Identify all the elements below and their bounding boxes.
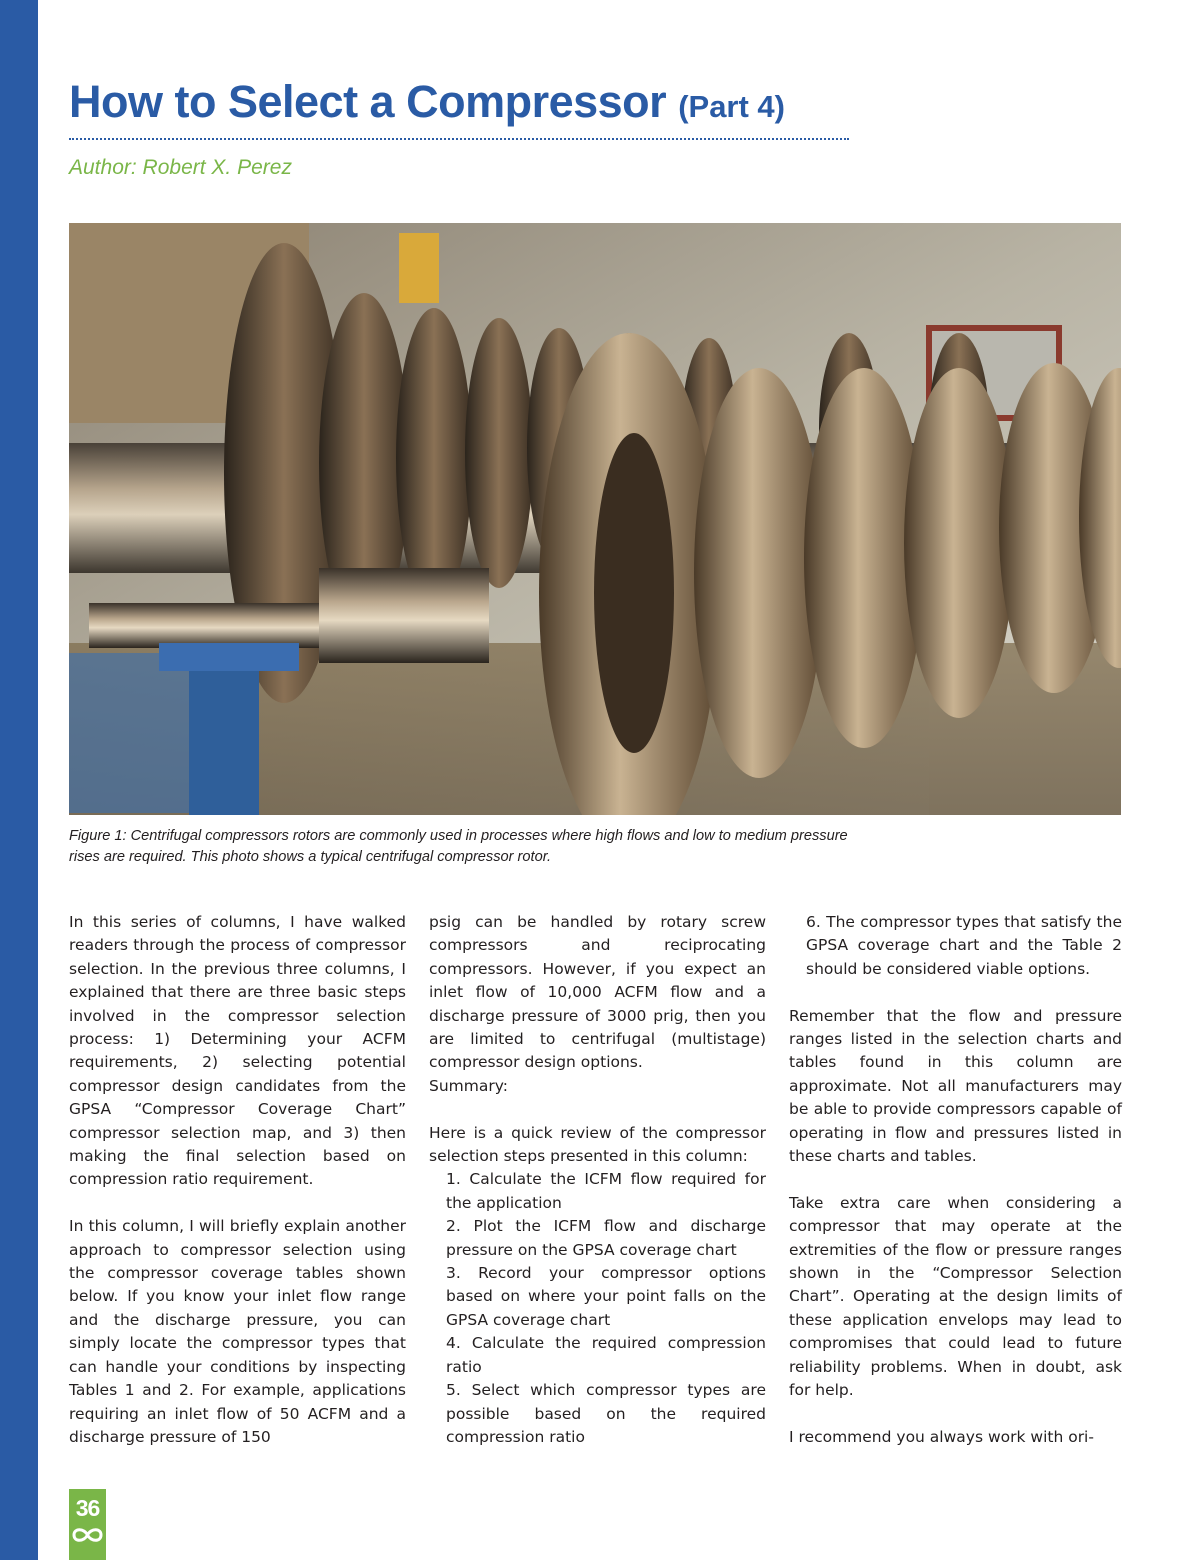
list-item: 6. The compressor types that satisfy the GPSA coverage chart and the Table 2 should be considered viable options. [806,913,1122,978]
page-number: 36 [75,1495,100,1521]
summary-heading: Summary: [429,1076,508,1095]
body-column-1 [69,911,406,1449]
paragraph: Take extra care when considering a compressor that may operate at the extremities of the flow or pressure ranges shown in the “Compressor Selection Chart”. Operating at the design limits of these application envelops may lead to compromises that could lead to future reliability problems. When in doubt, ask for help. [789,1193,1122,1400]
paragraph: I recommend you always work with ori- [789,1427,1094,1446]
caption-line-2: rises are required. This photo shows a typical centrifugal compressor rotor. [69,849,552,865]
list-item: 2. Plot the ICFM flow and discharge pressure on the GPSA coverage chart [446,1217,766,1259]
compressor-rotor-photo [69,223,1121,815]
photo-illustration [69,223,1121,815]
caption-line-1: Figure 1: Centrifugal compressors rotors are commonly used in processes where high flows and low to medium pressure [69,828,848,844]
paragraph: In this column, I will briefly explain another approach to compressor selection using the compressor coverage tables shown below. If you know your inlet flow range and the discharge pressure, you can simply locate the compressor types that can handle your conditions by inspecting Tables 1 and 2. For example, applications requiring an inlet flow of 50 ACFM and a discharge pressure of 150 [69,1217,406,1446]
left-brand-bar [0,0,38,1560]
title-part: (Part 4) [678,89,785,124]
list-item: 3. Record your compressor options based on where your point falls on the GPSA coverage chart [446,1264,766,1329]
title-main: How to Select a Compressor [69,76,667,127]
page-number-badge [69,1489,106,1560]
body-column-3 [789,911,1122,1449]
infinity-icon [71,1525,104,1545]
figure-caption [69,826,939,868]
title-divider [69,138,849,140]
body-column-2 [429,911,766,1449]
paragraph: Here is a quick review of the compressor selection steps presented in this column: [429,1123,766,1166]
article-title [69,72,785,137]
list-item: 4. Calculate the required compression ratio [446,1334,766,1376]
paragraph: psig can be handled by rotary screw compressors and reciprocating compressors. However, if you expect an inlet flow of 10,000 ACFM flow and a discharge pressure of 3000 prig, then you are limited to centrifugal (multistage) compressor design options. [429,913,766,1072]
paragraph: Remember that the flow and pressure ranges listed in the selection charts and tables found in this column are approximate. Not all manufacturers may be able to provide compressors capable of operating in flow and pressures listed in these charts and tables. [789,1006,1122,1166]
paragraph: In this series of columns, I have walked readers through the process of compressor selection. In the previous three columns, I explained that there are three basic steps involved in the compressor selection process: 1) Determining your ACFM requirements, 2) selecting potential compressor design candidates from the GPSA “Compressor Coverage Chart” compressor selection map, and 3) then making the final selection based on compression ratio requirement. [69,913,406,1189]
author-line: Author: Robert X. Perez [69,156,292,179]
list-item: 1. Calculate the ICFM flow required for the application [446,1170,766,1212]
list-item: 5. Select which compressor types are possible based on the required compression ratio [446,1381,766,1446]
